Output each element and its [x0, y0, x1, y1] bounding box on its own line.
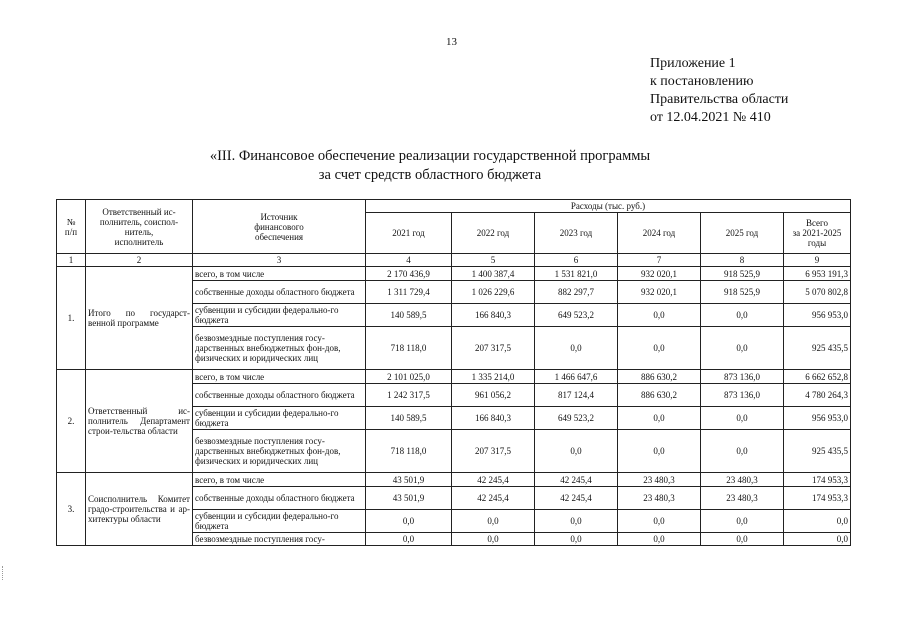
value-cell: 42 245,4 [452, 473, 535, 487]
value-cell: 886 630,2 [618, 370, 701, 384]
value-cell: 166 840,3 [452, 407, 535, 430]
source-cell: субвенции и субсидии федерально-го бюджета [193, 510, 366, 533]
value-cell: 0,0 [618, 430, 701, 473]
value-cell: 1 335 214,0 [452, 370, 535, 384]
value-cell: 1 531 821,0 [535, 267, 618, 281]
source-cell: безвозмездные поступления госу- [193, 533, 366, 546]
source-cell: субвенции и субсидии федерально-го бюджета [193, 304, 366, 327]
row-number: 2. [57, 370, 86, 473]
value-cell: 0,0 [618, 510, 701, 533]
column-number: 8 [701, 254, 784, 267]
source-cell: собственные доходы областного бюджета [193, 384, 366, 407]
source-cell: собственные доходы областного бюджета [193, 487, 366, 510]
value-cell: 882 297,7 [535, 281, 618, 304]
value-cell: 207 317,5 [452, 430, 535, 473]
value-cell: 42 245,4 [452, 487, 535, 510]
value-cell: 43 501,9 [366, 487, 452, 510]
row-number: 1. [57, 267, 86, 370]
value-cell: 1 466 647,6 [535, 370, 618, 384]
header-num [57, 200, 86, 254]
value-cell: 23 480,3 [618, 473, 701, 487]
value-cell: 43 501,9 [366, 473, 452, 487]
margin-mark [2, 566, 9, 580]
column-number: 4 [366, 254, 452, 267]
header-executor-text: Ответственный ис- полнитель, соиспол- нитель, исполнитель [99, 206, 179, 247]
column-number: 1 [57, 254, 86, 267]
finance-table [56, 199, 851, 546]
table-row [57, 473, 851, 487]
value-cell: 23 480,3 [618, 487, 701, 510]
total-cell: 0,0 [784, 533, 851, 546]
value-cell: 1 400 387,4 [452, 267, 535, 281]
value-cell: 166 840,3 [452, 304, 535, 327]
source-cell: всего, в том числе [193, 267, 366, 281]
value-cell: 0,0 [701, 407, 784, 430]
total-cell: 5 070 802,8 [784, 281, 851, 304]
appendix-line: Приложение 1 [650, 56, 736, 71]
value-cell: 886 630,2 [618, 384, 701, 407]
source-cell: собственные доходы областного бюджета [193, 281, 366, 304]
header-year-2023: 2023 год [535, 213, 618, 254]
total-cell: 956 953,0 [784, 407, 851, 430]
header-num-text: № п/п [64, 216, 78, 237]
source-cell: безвозмездные поступления госу-дарственных внебюджетных фон-дов, физических и юридических лиц [193, 327, 366, 370]
column-number: 7 [618, 254, 701, 267]
table-row [57, 370, 851, 384]
appendix-line: от 12.04.2021 № 410 [650, 110, 771, 125]
header-year-2021: 2021 год [366, 213, 452, 254]
column-number: 6 [535, 254, 618, 267]
heading-line-1: «III. Финансовое обеспечение реализации государственной программы [209, 148, 651, 164]
value-cell: 649 523,2 [535, 304, 618, 327]
value-cell: 918 525,9 [701, 267, 784, 281]
source-cell: всего, в том числе [193, 370, 366, 384]
source-cell: субвенции и субсидии федерально-го бюджета [193, 407, 366, 430]
column-number: 3 [193, 254, 366, 267]
header-year-2022: 2022 год [452, 213, 535, 254]
appendix-line: Правительства области [650, 92, 789, 107]
value-cell: 0,0 [535, 430, 618, 473]
header-year-2025: 2025 год [701, 213, 784, 254]
value-cell: 0,0 [701, 533, 784, 546]
value-cell: 932 020,1 [618, 267, 701, 281]
value-cell: 0,0 [618, 304, 701, 327]
value-cell: 961 056,2 [452, 384, 535, 407]
column-number: 2 [86, 254, 193, 267]
value-cell: 0,0 [535, 533, 618, 546]
value-cell: 0,0 [701, 327, 784, 370]
source-cell: всего, в том числе [193, 473, 366, 487]
header-source [193, 200, 366, 254]
value-cell: 0,0 [535, 510, 618, 533]
value-cell: 0,0 [452, 510, 535, 533]
total-cell: 174 953,3 [784, 473, 851, 487]
value-cell: 1 311 729,4 [366, 281, 452, 304]
value-cell: 918 525,9 [701, 281, 784, 304]
value-cell: 42 245,4 [535, 487, 618, 510]
value-cell: 207 317,5 [452, 327, 535, 370]
heading-line-2: за счет средств областного бюджета [318, 167, 542, 183]
executor-cell: Ответственный ис-полнитель Департамент строи-тельства области [86, 370, 193, 473]
total-cell: 6 953 191,3 [784, 267, 851, 281]
value-cell: 0,0 [618, 533, 701, 546]
value-cell: 817 124,4 [535, 384, 618, 407]
value-cell: 873 136,0 [701, 370, 784, 384]
appendix-line: к постановлению [650, 74, 754, 89]
executor-cell: Соисполнитель Комитет градо-строительства и ар-хитектуры области [86, 473, 193, 546]
value-cell: 0,0 [701, 510, 784, 533]
value-cell: 718 118,0 [366, 430, 452, 473]
header-executor [86, 200, 193, 254]
table-row [57, 267, 851, 281]
value-cell: 0,0 [618, 407, 701, 430]
header-total-text: Всего за 2021-2025 годы [792, 218, 842, 248]
value-cell: 0,0 [618, 327, 701, 370]
total-cell: 925 435,5 [784, 327, 851, 370]
total-cell: 956 953,0 [784, 304, 851, 327]
section-heading [150, 147, 710, 185]
value-cell: 1 026 229,6 [452, 281, 535, 304]
value-cell: 23 480,3 [701, 473, 784, 487]
source-cell: безвозмездные поступления госу-дарственных внебюджетных фон-дов, физических и юридических лиц [193, 430, 366, 473]
value-cell: 2 170 436,9 [366, 267, 452, 281]
row-number: 3. [57, 473, 86, 546]
value-cell: 2 101 025,0 [366, 370, 452, 384]
header-source-text: Источник финансового обеспечения [254, 211, 304, 242]
value-cell: 140 589,5 [366, 304, 452, 327]
total-cell: 925 435,5 [784, 430, 851, 473]
value-cell: 0,0 [366, 510, 452, 533]
page-number: 13 [446, 36, 457, 48]
column-number: 5 [452, 254, 535, 267]
value-cell: 42 245,4 [535, 473, 618, 487]
value-cell: 932 020,1 [618, 281, 701, 304]
header-expenses: Расходы (тыс. руб.) [366, 200, 851, 213]
value-cell: 718 118,0 [366, 327, 452, 370]
value-cell: 140 589,5 [366, 407, 452, 430]
executor-cell: Итого по государст-венной программе [86, 267, 193, 370]
value-cell: 23 480,3 [701, 487, 784, 510]
value-cell: 0,0 [366, 533, 452, 546]
total-cell: 6 662 652,8 [784, 370, 851, 384]
header-year-2024: 2024 год [618, 213, 701, 254]
value-cell: 0,0 [452, 533, 535, 546]
total-cell: 0,0 [784, 510, 851, 533]
column-number: 9 [784, 254, 851, 267]
total-cell: 174 953,3 [784, 487, 851, 510]
value-cell: 649 523,2 [535, 407, 618, 430]
value-cell: 0,0 [535, 327, 618, 370]
appendix-block [650, 55, 788, 127]
value-cell: 1 242 317,5 [366, 384, 452, 407]
header-total [784, 213, 851, 254]
finance-table-body [57, 267, 851, 546]
value-cell: 873 136,0 [701, 384, 784, 407]
total-cell: 4 780 264,3 [784, 384, 851, 407]
value-cell: 0,0 [701, 304, 784, 327]
value-cell: 0,0 [701, 430, 784, 473]
